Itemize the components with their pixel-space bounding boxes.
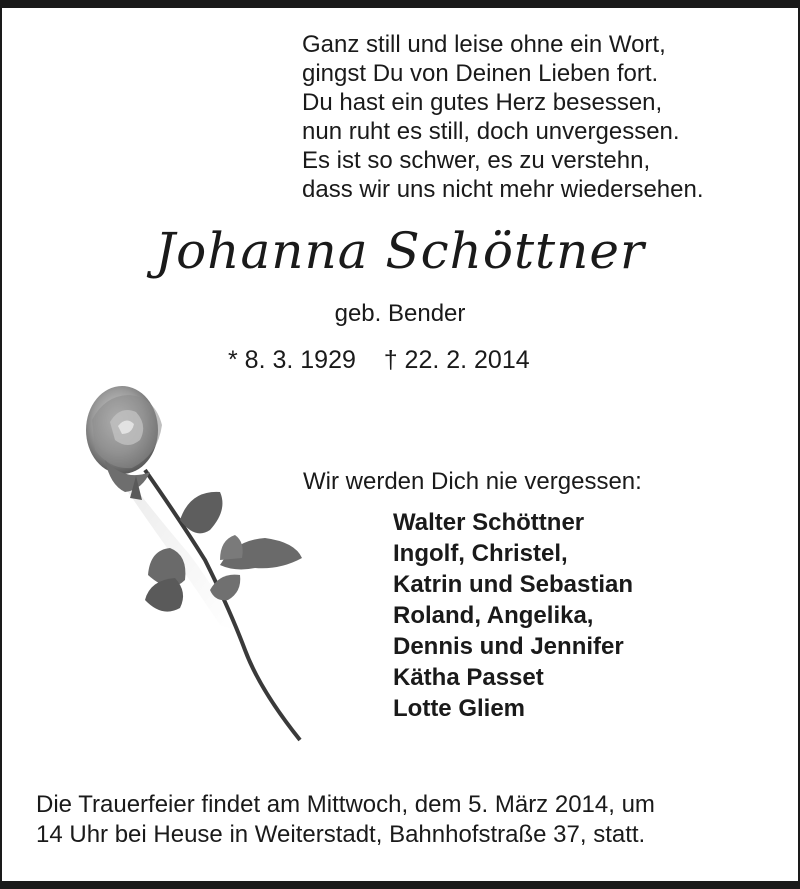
poem-line: dass wir uns nicht mehr wiedersehen. [302,176,704,203]
mourner-name: Katrin und Sebastian [393,571,634,598]
mourner-name: Kätha Passet [393,664,544,691]
mourner-name: Walter Schöttner [393,509,585,536]
poem-line: gingst Du von Deinen Lieben fort. [302,60,659,87]
rose-icon [70,380,320,750]
mourner-name: Ingolf, Christel, [393,540,568,567]
mourner-name: Lotte Gliem [393,695,526,722]
service-notice [36,790,655,850]
service-line: 14 Uhr bei Heuse in Weiterstadt, Bahnhofstraße 37, statt. [36,821,646,848]
poem-line: Es ist so schwer, es zu verstehn, [302,147,651,174]
deceased-name: Johanna Schöttner [155,222,645,280]
left-edge [0,0,2,889]
birth-date: * 8. 3. 1929 [228,346,356,374]
poem-line: Du hast ein gutes Herz besessen, [302,89,663,116]
maiden-name: geb. Bender [334,300,466,327]
mourner-list [393,507,633,724]
death-date: † 22. 2. 2014 [383,346,530,374]
service-line: Die Trauerfeier findet am Mittwoch, dem 5. März 2014, um [36,791,655,818]
poem-line: Ganz still und leise ohne ein Wort, [302,31,666,58]
poem-line: nun ruht es still, doch unvergessen. [302,118,680,145]
mourner-name: Dennis und Jennifer [393,633,624,660]
mourner-name: Roland, Angelika, [393,602,594,629]
mourners-intro: Wir werden Dich nie vergessen: [303,468,642,495]
life-dates [228,346,530,375]
poem [302,30,704,204]
